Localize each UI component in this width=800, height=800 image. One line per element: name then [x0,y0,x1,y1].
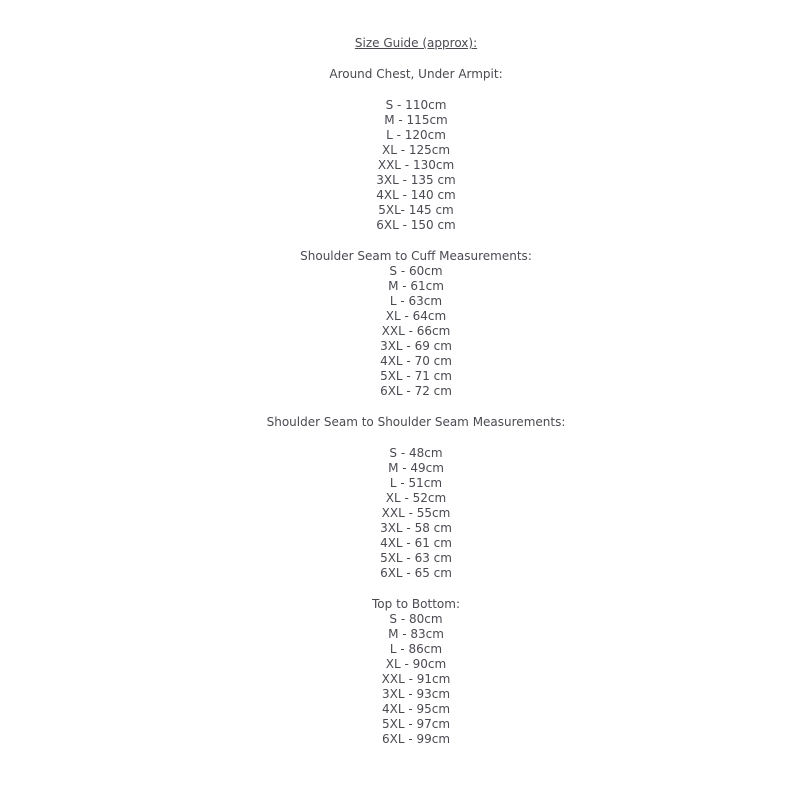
size-row: XL - 90cm [385,657,447,671]
page-title-text: Size Guide (approx): [354,36,478,50]
size-row: XL - 52cm [385,491,447,505]
size-row: 4XL - 70 cm [380,354,452,368]
size-row: 5XL - 71 cm [380,369,452,383]
size-row: 5XL- 145 cm [378,203,454,217]
size-row: 4XL - 95cm [381,702,451,716]
size-list [32,612,800,747]
size-row: S - 60cm [389,264,443,278]
size-row: M - 83cm [388,627,444,641]
size-row: L - 51cm [389,476,443,490]
size-row: S - 110cm [385,98,447,112]
size-row: 5XL - 97cm [381,717,451,731]
size-row: M - 49cm [388,461,444,475]
size-row: XL - 64cm [385,309,447,323]
size-row: S - 80cm [389,612,443,626]
size-row: 6XL - 65 cm [380,566,452,580]
size-row: XL - 125cm [381,143,451,157]
size-row: 6XL - 150 cm [376,218,456,232]
size-row: XXL - 55cm [381,506,451,520]
size-list [32,98,800,233]
size-row: 3XL - 93cm [381,687,451,701]
size-row: 3XL - 135 cm [376,173,456,187]
size-row: XXL - 130cm [377,158,455,172]
size-list [32,264,800,399]
section-heading: Around Chest, Under Armpit: [329,67,503,81]
section-heading: Shoulder Seam to Shoulder Seam Measurements: [266,415,566,429]
section-heading: Top to Bottom: [372,597,460,611]
size-row: M - 61cm [388,279,444,293]
page-title [32,36,800,51]
size-row: 3XL - 58 cm [380,521,452,535]
size-row: 5XL - 63 cm [380,551,452,565]
size-row: 4XL - 140 cm [376,188,456,202]
size-list [32,446,800,581]
size-row: XXL - 66cm [381,324,451,338]
size-row: 6XL - 72 cm [380,384,452,398]
size-row: XXL - 91cm [381,672,451,686]
size-row: 6XL - 99cm [381,732,451,746]
sections-container [32,67,800,747]
size-row: S - 48cm [389,446,443,460]
size-row: 4XL - 61 cm [380,536,452,550]
section-heading: Shoulder Seam to Cuff Measurements: [300,249,532,263]
size-row: L - 86cm [389,642,443,656]
size-row: L - 120cm [386,128,446,142]
size-row: M - 115cm [384,113,448,127]
size-row: 3XL - 69 cm [380,339,452,353]
size-row: L - 63cm [389,294,443,308]
